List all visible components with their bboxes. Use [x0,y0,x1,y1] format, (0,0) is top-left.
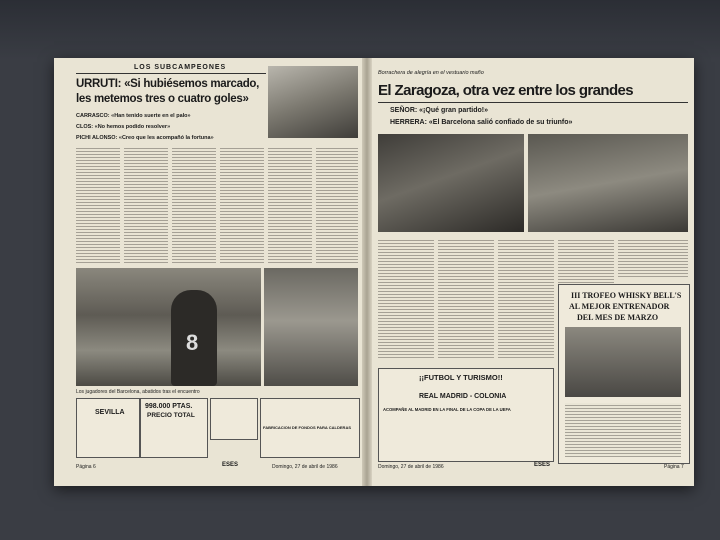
promo-title-line3: DEL MES DE MARZO [577,313,659,322]
travel-ad-title: ¡¡FUTBOL Y TURISMO!! [419,373,503,382]
left-quote-3: PICHI ALONSO: «Creo que les acompañó la fortuna» [76,135,214,141]
left-ad-fabricacion [260,398,360,458]
left-footer-logo: ESES [222,462,239,468]
left-ad-sevilla [76,398,140,458]
center-fold [362,58,372,486]
promo-title-line1: III TROFEO WHISKY BELL'S [571,291,682,300]
left-body-column-5 [268,146,312,264]
background-top [0,0,720,60]
left-quote-1: CARRASCO: «Han tenido suerte en el palo» [76,113,191,119]
whisky-promo [558,284,690,464]
left-body-column-1 [76,146,120,264]
promo-title-line2: AL MEJOR ENTRENADOR [569,302,670,311]
right-footer-logo: ESES [534,462,551,468]
right-body-column-5 [618,238,688,278]
right-photo-2 [528,134,688,232]
kicker-rule [76,73,266,74]
right-body-column-2 [438,238,494,358]
left-quote-2: CLOS: «No hemos podido resolver» [76,124,171,130]
right-footer-page: Página 7 [664,464,684,470]
travel-ad [378,368,554,462]
left-ad-price [140,398,208,458]
right-sub-1: SEÑOR: «¡Qué gran partido!» [390,107,489,114]
travel-ad-sub: REAL MADRID - COLONIA [419,393,507,400]
left-body-column-4 [220,146,264,264]
right-kicker: Borrachera de alegría en el vestuario maño [378,70,484,76]
left-body-column-2 [124,146,168,264]
travel-ad-line: ACOMPAÑE AL MADRID EN LA FINAL DE LA COPA DE LA UEFA [383,407,511,412]
left-ad-small [210,398,258,440]
right-page [374,62,692,480]
left-footer-date: Domingo, 27 de abril de 1986 [272,464,338,470]
right-sub-2: HERRERA: «El Barcelona salió confiado de su triunfo» [390,119,573,126]
ad-price-line2: PRECIO TOTAL [147,412,195,419]
promo-text [565,403,681,457]
right-footer-date: Domingo, 27 de abril de 1986 [378,464,444,470]
ad-sevilla-title: SEVILLA [95,409,125,416]
left-footer-page: Página 6 [76,464,96,470]
left-main-photo [76,268,261,386]
right-body-column-1 [378,238,434,358]
left-headline-line2: les metemos tres o cuatro goles» [76,93,249,105]
right-photo-1 [378,134,524,232]
left-photo-caption: Los jugadores del Barcelona, abatidos tras el encuentro [76,389,200,395]
left-body-column-3 [172,146,216,264]
left-top-photo [268,66,358,138]
right-headline: El Zaragoza, otra vez entre los grandes [378,82,634,99]
headline-rule [378,102,688,103]
left-page [72,62,362,480]
left-kicker: LOS SUBCAMPEONES [134,64,227,71]
left-secondary-photo [264,268,358,386]
left-headline-line1: URRUTI: «Si hubiésemos marcado, [76,78,260,90]
right-body-column-3 [498,238,554,358]
left-body-column-6 [316,146,358,264]
promo-photo [565,327,681,397]
player-number: 8 [186,330,199,355]
ad-fabricacion-title: FABRICACION DE FONDOS PARA CALDERAS [263,425,352,430]
ad-price-line1: 998.000 PTAS. [145,403,193,410]
